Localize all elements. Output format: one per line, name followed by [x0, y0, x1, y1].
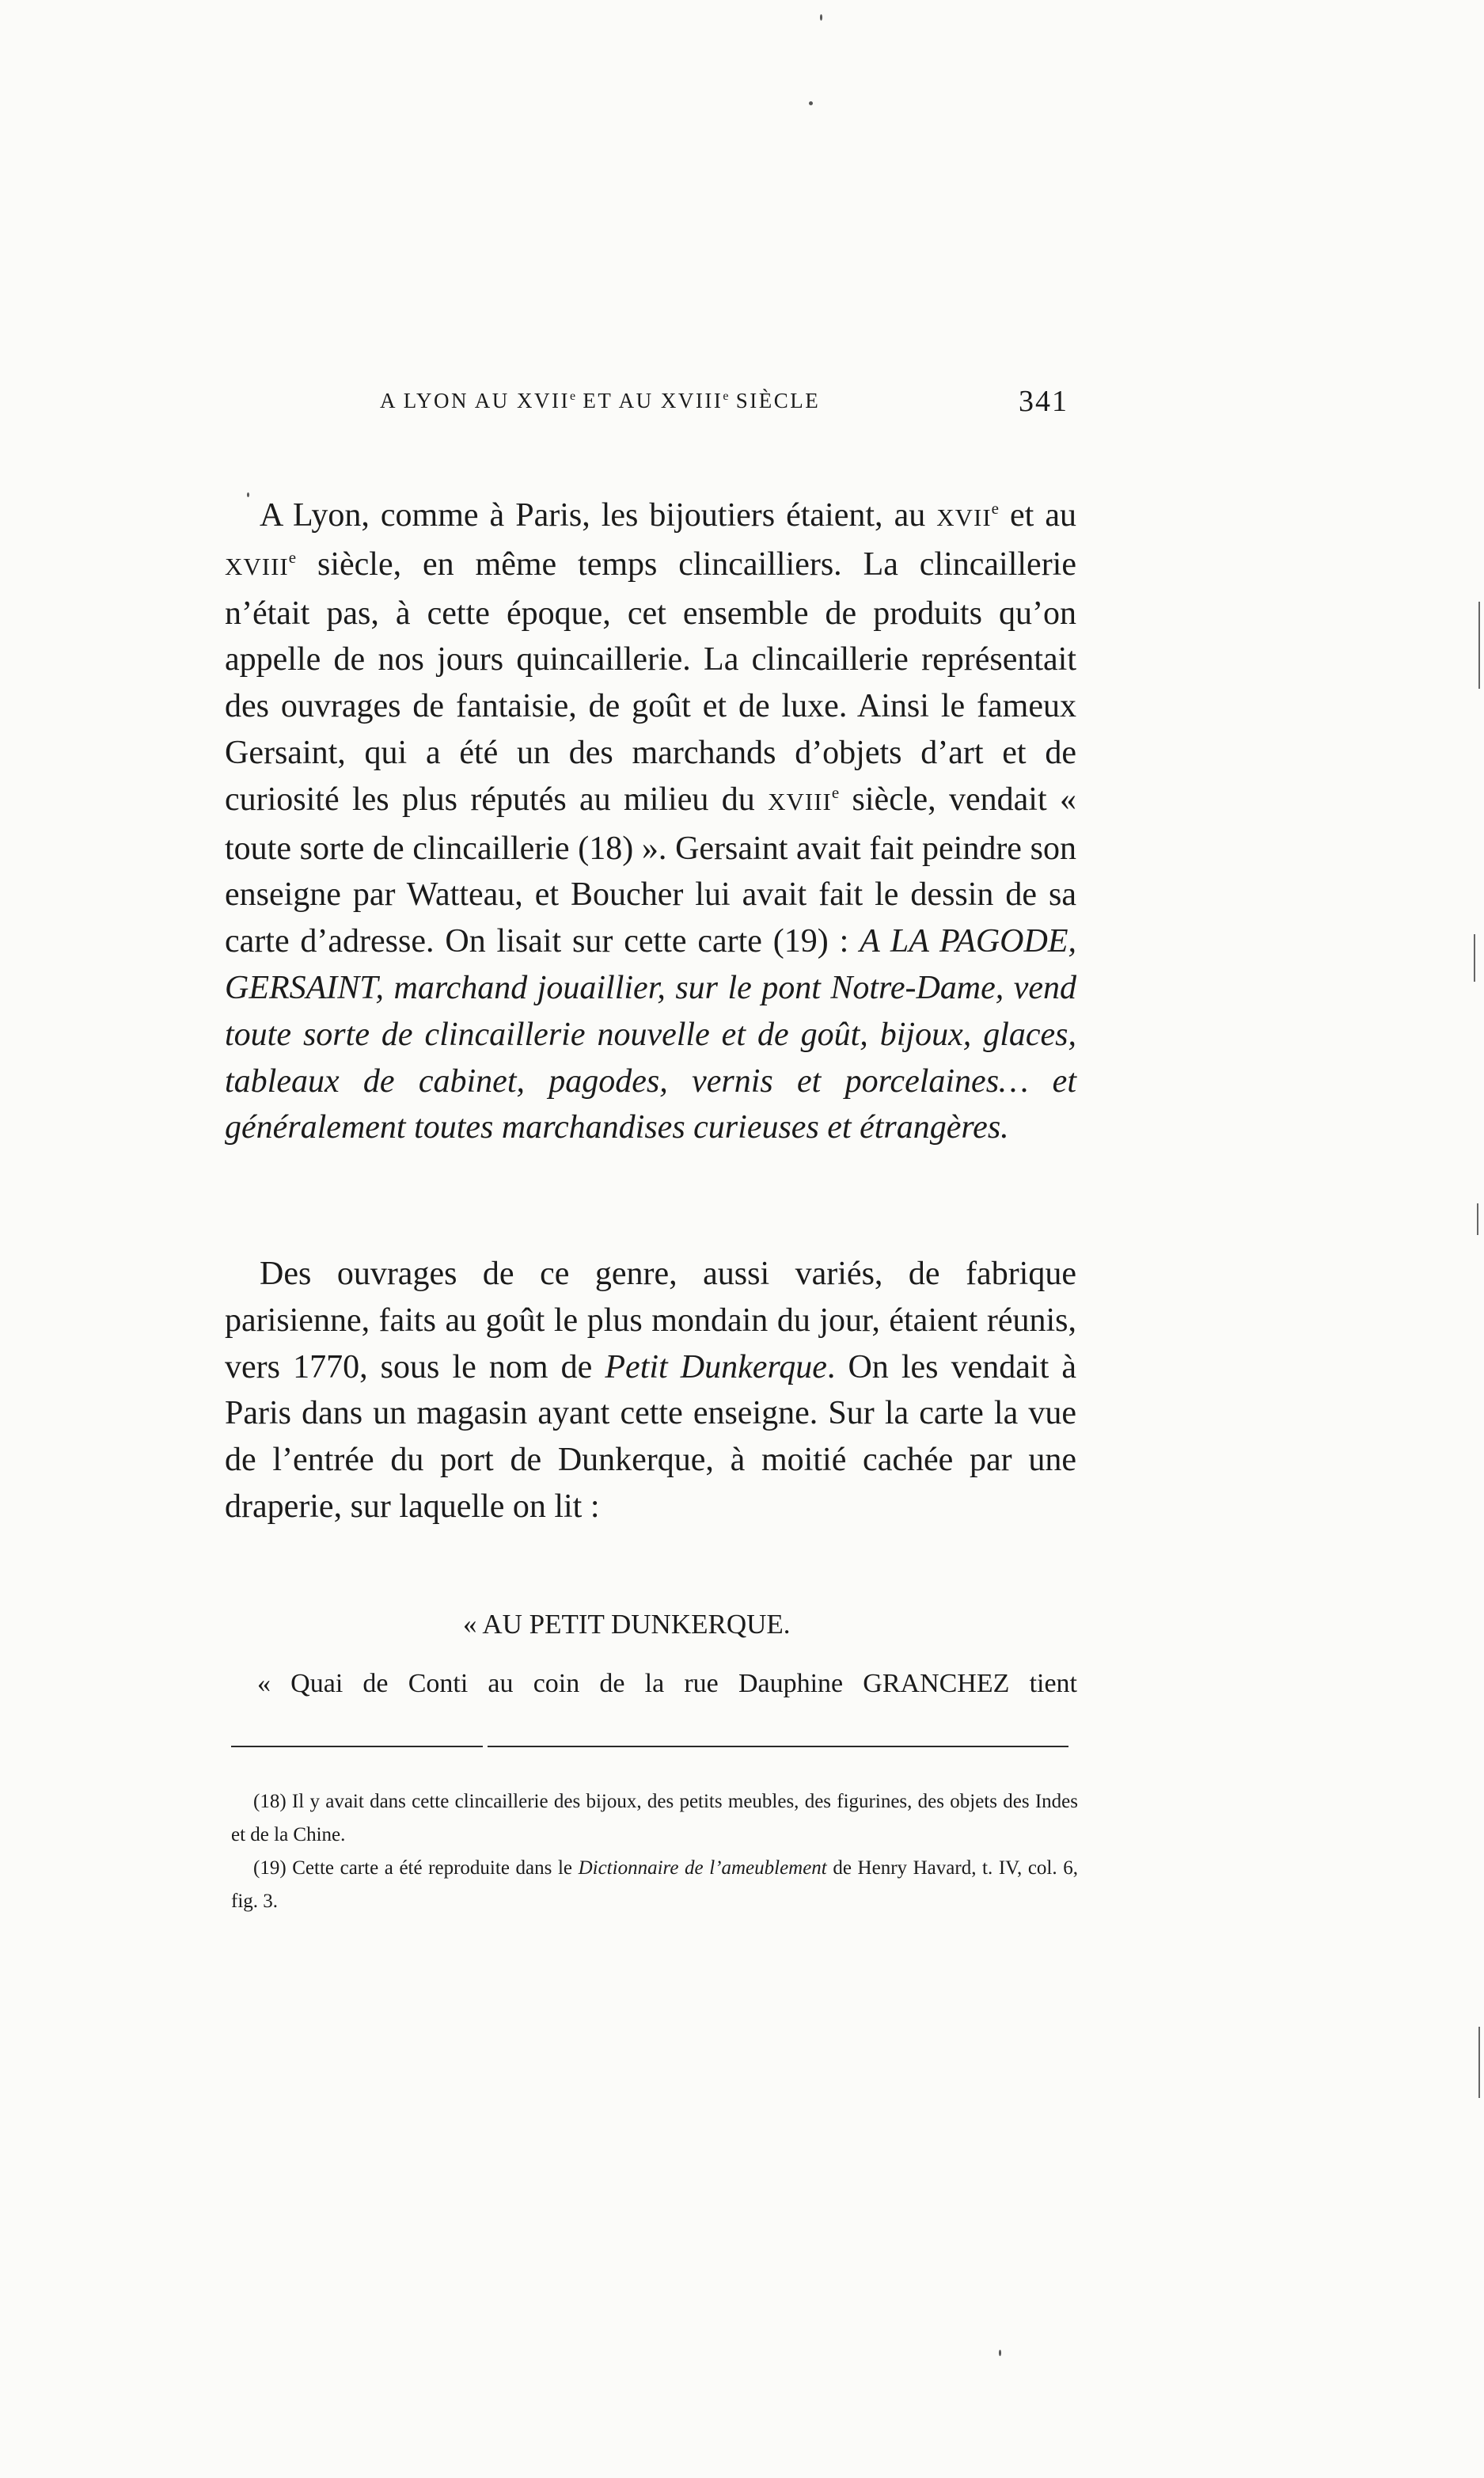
edge-mark	[1478, 602, 1480, 689]
paper-speck	[809, 101, 813, 105]
running-title-part: A LYON AU XVII	[380, 389, 571, 412]
running-title-part: SIÈCLE	[728, 389, 821, 412]
book-title: Dictionnaire de l’ameublement	[578, 1857, 827, 1879]
running-title	[380, 389, 820, 413]
quote-line: « Quai de Conti au coin de la rue Dauphine GRANCHEZ tient	[257, 1669, 1077, 1698]
italic-name: Petit Dunkerque	[605, 1348, 827, 1385]
footnote-18: (18) Il y avait dans cette clincaillerie des bijoux, des petits meubles, des figurines, des objets des Indes et de la Chine.	[231, 1791, 1078, 1845]
footnote-rule	[231, 1746, 1068, 1747]
footnote-19	[231, 1852, 1078, 1918]
paper-speck	[820, 14, 822, 21]
text-run: siècle, en même temps clincailliers. La clincaillerie n’était pas, à cette époque, cet ensemble de produits qu’on appelle de nos jours quincaillerie. La clincaillerie représentait des ouvrages de fantaisie, de goût et de luxe. Ainsi le fameux Gersaint, qui a été un des marchands d’objets d’art et de curiosité les plus réputés au milieu du	[225, 545, 1076, 818]
paragraph-text	[225, 1251, 1076, 1530]
paragraph-petit-dunkerque	[225, 1251, 1076, 1530]
text-run: Des ouvrages de ce genre, aussi variés, de fabrique parisienne, faits au goût le plus mondain du jour, étaient réunis, vers 1770, sous le nom de	[225, 1256, 1076, 1385]
superscript: e	[723, 390, 729, 403]
text-run: A Lyon, comme à Paris, les bijoutiers étaient, au	[260, 497, 937, 534]
paragraph-text	[225, 492, 1076, 1151]
running-header	[372, 384, 1068, 424]
superscript: e	[570, 390, 576, 403]
century-numeral: XVIII	[768, 787, 832, 815]
text-run: siècle, vendait « toute sorte de clincaillerie (18) ». Gersaint avait fait peindre son enseigne par Watteau, et Boucher lui avait fait le dessin de sa carte d’adresse. On lisait sur cette carte (19) :	[225, 781, 1076, 960]
edge-mark	[1474, 934, 1475, 982]
page-number: 341	[1019, 385, 1068, 418]
edge-mark	[1478, 2027, 1480, 2098]
century-numeral: XVIII	[225, 552, 289, 580]
quote-title: « AU PETIT DUNKERQUE.	[463, 1609, 791, 1640]
paper-speck	[247, 492, 249, 497]
century-numeral: XVII	[936, 504, 992, 531]
edge-mark	[1477, 1203, 1478, 1235]
text-run: . On les vendait à Paris dans un magasin ayant cette enseigne. Sur la carte la vue de l’entrée du port de Dunkerque, à moitié cachée par une draperie, sur laquelle on lit :	[225, 1348, 1076, 1525]
paper-speck	[999, 2350, 1001, 2356]
superscript: e	[991, 499, 999, 518]
card-inscription: A LA PAGODE, GERSAINT, marchand jouaillier, sur le pont Notre-Dame, vend toute sorte de clincaillerie nouvelle et de goût, bijoux, glaces, tableaux de cabinet, pagodes, vernis et porcelaines… et généralement toutes marchandises curieuses et étrangères.	[225, 923, 1076, 1146]
footnotes	[231, 1785, 1078, 1918]
footnote-rule-gap	[483, 1744, 488, 1749]
text-run: (19) Cette carte a été reproduite dans le	[253, 1857, 579, 1879]
superscript: e	[288, 547, 297, 567]
paragraph-gersaint	[225, 492, 1076, 1151]
text-run: et au	[998, 497, 1076, 534]
text-run: de Henry Havard, t. IV, col. 6, fig. 3.	[231, 1857, 1078, 1912]
running-title-part: ET AU XVIII	[575, 389, 723, 412]
superscript: e	[831, 782, 840, 802]
